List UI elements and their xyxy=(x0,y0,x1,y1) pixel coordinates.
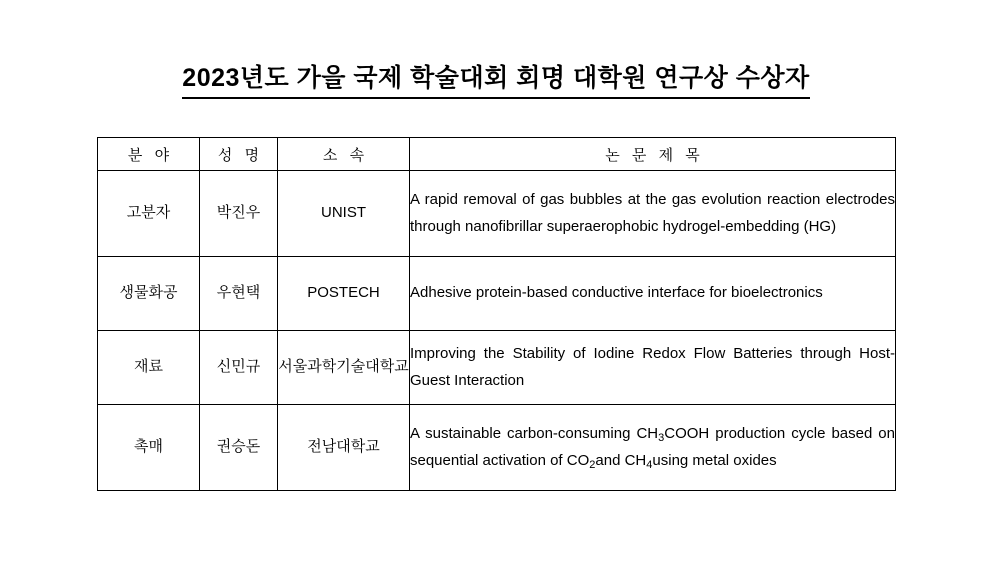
cell-name: 박진우 xyxy=(200,171,278,257)
cell-affiliation: 전남대학교 xyxy=(278,405,410,491)
column-header-name: 성 명 xyxy=(200,138,278,171)
cell-paper-title: A rapid removal of gas bubbles at the gas evolution reaction electrodes through nanofibrillar superaerophobic hydrogel-embedding (HG) xyxy=(410,171,896,257)
cell-field: 생물화공 xyxy=(98,257,200,331)
table-row xyxy=(98,405,896,491)
award-table xyxy=(97,137,896,491)
table-row xyxy=(98,331,896,405)
cell-name: 권승돈 xyxy=(200,405,278,491)
cell-field: 촉매 xyxy=(98,405,200,491)
column-header-field: 분 야 xyxy=(98,138,200,171)
table-header xyxy=(98,138,896,171)
cell-field: 고분자 xyxy=(98,171,200,257)
cell-affiliation: POSTECH xyxy=(278,257,410,331)
page-title xyxy=(0,0,992,99)
cell-name: 신민규 xyxy=(200,331,278,405)
cell-paper-title: Improving the Stability of Iodine Redox Flow Batteries through Host-Guest Interaction xyxy=(410,331,896,405)
cell-paper-title: Adhesive protein-based conductive interface for bioelectronics xyxy=(410,257,896,331)
cell-field: 재료 xyxy=(98,331,200,405)
page-title-text: 2023년도 가을 국제 학술대회 회명 대학원 연구상 수상자 xyxy=(182,58,809,99)
table-body xyxy=(98,171,896,491)
column-header-affiliation: 소 속 xyxy=(278,138,410,171)
table-row xyxy=(98,171,896,257)
table-header-row xyxy=(98,138,896,171)
award-table-container xyxy=(97,137,895,491)
table-row xyxy=(98,257,896,331)
cell-name: 우현택 xyxy=(200,257,278,331)
column-header-paper: 논 문 제 목 xyxy=(410,138,896,171)
cell-affiliation: 서울과학기술대학교 xyxy=(278,331,410,405)
cell-paper-title: A sustainable carbon-consuming $CH_3COOH$ production cycle based on sequential activation of $CO_2and$ $CH_4using$ metal oxides xyxy=(410,405,896,491)
cell-affiliation: UNIST xyxy=(278,171,410,257)
